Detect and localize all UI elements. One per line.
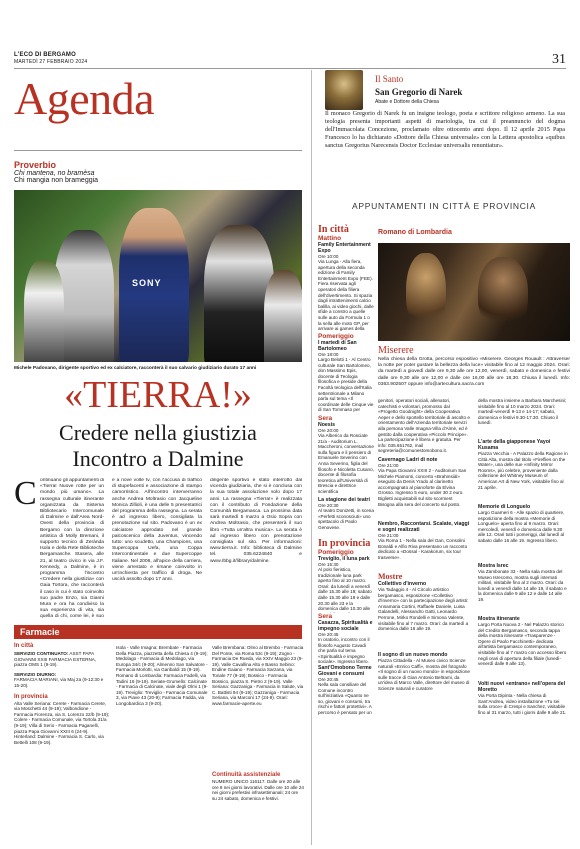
event-title: Sant'Omobono Terme Giovani e consumi: [318, 665, 372, 677]
shirt-sponsor: SONY: [132, 278, 162, 288]
headline-line-1: Credere nella giustizia: [59, 420, 257, 445]
event-time: Ore 15:30: [318, 562, 339, 567]
proverb-dialect: Chi mantena, no bramèsa: [14, 170, 95, 177]
event-title: Il sogno di un nuovo mondo: [378, 652, 448, 658]
photo-caption: Michele Padovano, dirigente sportivo ed ex calciatore, racconterà il suo calvario giudiziario durato 17 anni: [14, 366, 257, 371]
event-text: Via Porta Dipinta - Nella chiesa di Sant'Andrea, video installazione «Tu sei sulla croce» di Crespi e Sanchez, visitabile fino al 31 marzo, tutti i giorni dalle 9 alle 21.: [478, 693, 567, 715]
farmacie-title: Farmacie: [20, 627, 60, 637]
event-text: Via Roma 1 - Nella sala del Gan, Consolini Bonaldi e Alfio Riva presentano un racconto dedicato a «Dossal - Karakorum, six tour trasverse».: [378, 538, 468, 560]
servizio-diurno-label: SERVIZIO DIURNO:: [14, 671, 57, 677]
farmacie-prov-col3: Valle Brembana: Olmo al Brembo - Farmacia Del Ponte, via Roma 53c (9-19); Zogno - Farmacia De Rueda, via XXIV Maggio 23 (9-19). Valle Cavallina Alto e Basso Sebino: Endine Gaiano - Farmacia Sarzana, via Tonale 77 (9-19); Bossico - Farmacia Bossico, piazza S. Pietro 2 (9-19). Valle Seriana: Gazzaniga - Farmacia in Salute, via C. Battisti 94 (9-19); Gazzaniga - Farmacia Seriana, via Marconi 17 (24-9). Orari: www.farmacie-aperte.eu: [212, 645, 304, 706]
santo-text: Il monaco Gregorio di Narek fu un insigne teologo, poeta e scrittore religioso armeno. La sua teologia presenta importanti aspetti di mariologia, tra cui il preannuncio del dogma dell'Immacolata Concezione, proclamato oltre ottocento anni dopo. Il 12 aprile 2015 Papa Francesco lo ha dichiarato «Dottore della Chiesa universale» con la Lettera apostolica «quibus sanctus Gregorius Narecensis Doctor Ecclesiae universalis renuntiatur».: [325, 110, 565, 149]
page-number: 31: [552, 52, 566, 67]
santo-icon: [325, 70, 363, 110]
miserere-title: Miserere: [378, 345, 414, 356]
event-text: Piazza Vecchia - A Palazzo della Ragione in Città Alta, mostra dal titolo «Fireflies on the Water», una delle sue «Infinity Mirror Rooms», più celebre, proveniente dalla collezione del Whitney Museum of American Art di New York, visitabile fino al 21 aprile.: [478, 451, 568, 490]
article-photo: [14, 190, 302, 362]
farmacie-header: [14, 625, 302, 639]
event-text: Via Alberico da Rosciate 21/a - Auditorium L. Maccheroni, conversazione sulla figura e il pensiero di Emanuele Severino con Anna Severino, figlia del filosofo e Nicoletta Cusano, docente di filosofia teoretica all'Università di Brescia e direttrice scientifica: [318, 433, 374, 494]
event-time: Ore 20:30: [318, 503, 339, 508]
divider: [14, 150, 302, 151]
article-kicker: «TIERRA!»: [64, 374, 252, 416]
event-title: Mostra Isrec: [478, 563, 509, 569]
event-title: Mostra itinerante: [478, 616, 520, 622]
proverb-label: Proverbio: [14, 160, 57, 170]
event-title: La stagione dei teatri: [318, 497, 370, 503]
pomeriggio-label: Pomeriggio: [318, 549, 354, 556]
event-text: In oratorio, incontro con il filosofo Augusto Cavadi che parla sul tema «Spiritualità e impegno sociale». Ingresso libero.: [318, 637, 370, 665]
appuntamenti-header: [318, 200, 570, 214]
miserere-text: Nella chiesa della Grotta, percorso espositivo «Miserere. Georges Rouault : Attraverser la notte per poter gustare la bellezza della luce» visitabile fino al 12 maggio 2024. Orari: da martedì a giovedì dalle ore 9,30 alle ore 12,00, venerdì, sabato e domenica e festivi dalle ore 9,30 alle ore 12,00 e dalle ore 16,00 alle ore 18,30. Chiusa il lunedì. Info: 0363.902507 oppure info@artecultura.sacra.com: [378, 357, 570, 387]
miserere-artwork: [378, 243, 570, 341]
sera-label: Sera: [318, 415, 333, 422]
event-title: Noesis: [318, 422, 336, 428]
headline-line-2: Incontro a Dalmine: [72, 446, 244, 471]
incitta-column: [318, 224, 374, 716]
inprovincia-heading: In provincia: [318, 538, 371, 549]
farmacie-column-2: Isola - Valle Imagna: Brembate - Farmacia Della Piazza, piazzetta della Chiesa 4 (9-19); Medolago - Farmacia di Medolago, via Europa 34/c (9-20); Almenno San Salvatore - Farmacia Morlotti, via Garibaldi 15 (9-19). Romano di Lombardia: Farmacia Fadelli, via Tadini 16 (9-19). Seriate-Grumello: Calcinate - Farmacia di Calcinate, viale degli Olmi 1 (9-19). Treviglio: Treviglio - Farmacia Comunale 3, via Piave 43 (20-9); Farmacia Fadda, via Longobardica 3 (9-20).: [116, 645, 208, 706]
drop-cap: C: [14, 475, 37, 512]
issue-date: MARTEDÌ 27 FEBBRAIO 2024: [14, 59, 88, 65]
event-time: Ore 20:45: [318, 677, 339, 682]
farmacie-prov-col1: Alta Valle Seriana: Cerete - Farmacia Cerete, via Moschetti 44 (9-19); Valbondione - Farmacia Fiorenza, via S. Lorenzo 22/b (9-19); Colere - Farmacia Comunale, via Tortola 31/a (9-19); Villa di Serio - Farmacia Paganelli, piazza Papa Giovanni XXIII 6 (24-9). Hinterland: Dalmine - Farmacia S. Carlo, via Bettelli 108 (9-19).: [14, 700, 110, 745]
article-column-1: ontinuano gli appuntamenti di «Tierra! Nuove rotte per un mondo più umano». La rassegna culturale itinerante organizzata da Sistema Bibliotecario Intercomunale di Dalmine e dall'Area Nord-Ovest della provincia di Bergamo con la direzione artistica di Molly Bremani, il supporto tecnico di Zerànda Isola e della Rete Biblioteche Bergamasche. Stasera, alle 21, al teatro civico in via J.F. Kennedy, a Dalmine, è in programma l'incontro «Credere nella giustizia» con Gaia Tortora, che racconterà il caso in cui è stato coinvolto suo padre Enzo, sia Gianni Mura e ora ha condiviso la sua esperienza di vita, sia quella di chi, come lei, è suo: [40, 478, 104, 618]
incitta-heading: In città: [318, 224, 349, 235]
event-time: Ore 21:00: [378, 533, 399, 538]
column-divider: [311, 70, 312, 845]
event-title: Volti nuovi «entrano» nell'opera del Moretto: [478, 681, 566, 693]
farmacie-incitta: In città: [14, 643, 34, 649]
event-text-cont: genitori, operatori sociali, allenatori, catechisti e volontari, promosso dal «Progetto Goodnight» della Cooperativa Aeper e dello sportello territoriale di ascolto e orientamento dell'Azienda territoriale servizi alla persona Valle Imagna-Villa d'Almè, ed è gestito dalla cooperativa «Piccolo Principe». La partecipazione è libera e gratuita. Per info: 035.651762, mail segreteria@comunestomobono.it.: [378, 398, 470, 454]
event-text: Largo Guarneri 6 - Alle spazio di quartiere, esposizione della mostra «Memorie di Longuelo» aperta fino al 9 marzo. Orari: mercoledì, venerdì e domenica dalle 9.30 alle 12. Orari tutti i pomeriggi, dal lunedì al sabato dalle 16 alle 19. Ingresso libero.: [478, 510, 565, 543]
event-time: Ore 18:00: [318, 352, 339, 357]
event-title: I martedì di San Bartolomeo: [318, 340, 357, 352]
servizio-continuato: ASST PAPA GIOVANNI XXIII FARMACIA ESTERNA, piazza OMS 1 (9-19).: [14, 651, 97, 668]
section-title: Agenda: [14, 73, 155, 124]
pomeriggio-label: Pomeriggio: [318, 333, 354, 340]
header-rule: [14, 68, 566, 69]
proverb-italian: Chi mangia non brameggia: [14, 177, 99, 184]
sera-label: Sera: [318, 613, 333, 620]
continuita-title: Continuità assistenziale: [212, 772, 281, 778]
farmacie-inprovincia: In provincia: [14, 693, 48, 700]
romano-heading: Romano di Lombardia: [378, 229, 452, 236]
event-text: Via Lunga - Alla fiera, apertura della seconda edizione di Family Entertainment Expo (FEE). Fiera riservata agli operatori della filiera dell'divertimento. Si spazia dagli intrattenimenti calcio balilla, ai video giochi, dalle sfide a constro a quelle sulle auto da Formula 1 o la sella alle moto GP, per arrivare ai games della: [318, 259, 374, 331]
event-title: L'arte della giapponese Yayoi Kusama: [478, 439, 551, 451]
event-time: Ore 21:00: [378, 463, 399, 468]
event-title: Cavernago Ladri di note: [378, 457, 438, 463]
article-column-3: dirigente sportivo è stato interrotto dal vicenda giudiziaria, che si è conclusa con la sua totale assoluzione solo dopo 17 anni. La rassegna «Tierra!» è realizzata con il contributo di Fondazione della Comunità Bergamasca. La prossima data sarà martedì 5 marzo a Osio Sopra con Andrea Moltrasio, che presenterà il suo libro «Tutta un'altra musica». La serata è ad ingresso libero con prenotazione consigliata sul sito. Per informazioni: www.tierra.it. Info: biblioteca di Dalmine tel. 035.6224840 e www.rbbg.it/library/dalmine.: [210, 478, 302, 564]
mattino-label: Mattino: [318, 235, 342, 242]
event-title: Nembro, Raccontarsi. Scalate, viaggi e sogni realizzati: [378, 521, 470, 533]
masthead: [14, 52, 87, 66]
event-time: Ore 10:00: [318, 254, 339, 259]
event-time: Ore 20:45: [318, 632, 339, 637]
article-column-2: e a nove volte tv, con l'accusa di traffico di stupefacenti e associazione di stampo camorristico. All'incontro interverranno anche Andrea Moltrasio con Jacqueline Monica Zillioli, è una delle 5 presentatrici del programma della rassegna. La serata è ad ingresso libero, consigliata la prenotazione sul sito. Padovano è un ex calciatore approdato nel grande palcoscenico della Juventus, vincendo tutto: uno scudetto, una Champions, una Supercoppa Uefa, una Coppa Intercontinentale e due Supercoppe Italiane. Nel 2006, all'apice della carriera, viene arrestato e rimane coinvolto in un'inchiesta per traffico di droga. Ne uscirà assolto dopo 17 anni.: [112, 478, 202, 583]
event-text: Largo Porta Nuova 2 - Nel Palazzo storico del Credito Bergamasco, seconda tappa della mostra itinerante «Trasparenze - Opere di Paolo Facchinetti» dedicata all'artista bergamasco contemporaneo, visitabile fino al 7 marzo con accesso libero negli orari di apertura della filiale (lunedì-venerdì dalle 9 alle 13).: [478, 622, 567, 667]
event-text: Via Papa Giovanni XXIII 2 - Auditorium San Michele Piamonti, concerto «Brahmsiàl» eseguito da Denis Yrado al clarinetto accompagnato al pianoforte da Elvina Grosso. Ingresso 5 euro, under 30 2 euro. Biglietti acquistabili sul sito scorment Bisogna alla sera del concerto sul posto.: [378, 468, 467, 507]
provincia-column-3: [478, 398, 568, 727]
event-text: Piazza Cittadella - Al Museo civico Scienze naturali «Enrico Caffi», mostra del fotografo «Il sogno di un nuovo mondo» in esposizione sulle tracce di Gian Antonio Beltrami, da un'idea di Marco Valle, direttore del museo di Scienze naturali e curatore: [378, 658, 470, 691]
event-title: Treviglio, il luna park: [318, 556, 370, 562]
farmacie-column-3: [212, 645, 304, 801]
servizio-diurno: FARMACIA MARIANI, via Maj 2a (9-12:30 e 15-20).: [14, 677, 104, 688]
event-text: Nella sala consiliare del Comune incontro sull'iniziativa «Quanto ne so, giovani e consumi, tra rischi e fattori protettivi». A percorso è pensato per un: [318, 682, 372, 715]
event-text: Al teatro Donizetti, in scena «Perfetti sconosciuti» uno spettacolo di Paolo Genovese.: [318, 508, 374, 530]
event-title: Collettivo d'inverno: [378, 581, 427, 587]
event-time: Ore 20:00: [318, 428, 339, 433]
farmacie-column-1: [14, 643, 110, 745]
continuita-text: NUMERO UNICO 116117. Dalle ore 20 alle ore 8 nei giorni lavorativi. Dalle ore 10 alle 24 nei giorni prefestivi infrasettimanali; 24 ore su 24 sabato, domenica e festivi.: [212, 779, 304, 801]
santo-section: Il Santo: [375, 74, 404, 84]
appuntamenti-title: APPUNTAMENTI IN CITTÀ E PROVINCIA: [318, 201, 570, 211]
event-text: Via Zambonate 33 - Nella sala mostra del Museo Isrecomo, mostra sugli internati militari, visitabile fino al 2 marzo. Orari: da lunedì a venerdì dalle 14 alle 19, il sabato e la domenica dalle 9 alle 12 e dalle 14 alle 19.: [478, 569, 567, 602]
event-text: Largo Belotti 1 - Al Centro culturale San Bartolomeo, don Massimo Epis, docente di Teologia filosofica e preside della Facoltà teologica dell'Italia settentrionale a Milano parla sul tema «Il coordinate delle Cinque vie di San Tommaso per: [318, 357, 374, 413]
event-title: Memorie di Longuelo: [478, 504, 531, 510]
santo-name: San Gregorio di Narek: [375, 87, 463, 97]
event-text-cont: della mostra insieme a Barbara Marchesini; visitabile fino al 10 marzo 2024. Orari: martedì-venerdì 9-13 e 14-17; sabato, domenica e festivi 9.30-17.30. Chiuso il lunedì.: [478, 398, 567, 426]
provincia-column-2: [378, 398, 470, 708]
mostre-heading: Mostre: [378, 572, 403, 581]
newspaper-name: L'ECO DI BERGAMO: [14, 52, 76, 58]
article-headline: [14, 420, 302, 472]
event-text: Via Tadaggio 4 - Al Circolo artistico bergamasco, esposizione «Collettivo d'inverno» con la partecipazione degli artisti: Annamaria Cortini, Raffaele Daniele, Luisa Galandelli, Alessandro Gatti, Leonardo Perrone, Mirko Rondelli e Simona Valente, visitabile fino al 7 marzo. Orari: da martedì a domenica dalle 16 alle 19.: [378, 587, 469, 632]
proverb-box: [14, 160, 234, 184]
event-title: Casazza, Spiritualità e impegno sociale: [318, 620, 373, 632]
servizio-continuato-label: SERVIZIO CONTINUATO:: [14, 651, 69, 656]
santo-subtitle: Abate e Dottore della Chiesa: [375, 99, 439, 105]
event-title: Family Entertainment Expo: [318, 242, 371, 254]
event-text: Al polo fieristico, tradizionale luna park aperto fino al 10 marzo. Orari: da lunedì a venerdì dalle 15.30 alle 19; sabato dalle 15.30 alle 19 e dalle 20.30 alle 23 e la domenica dalle 10.30 alle: [318, 567, 372, 612]
